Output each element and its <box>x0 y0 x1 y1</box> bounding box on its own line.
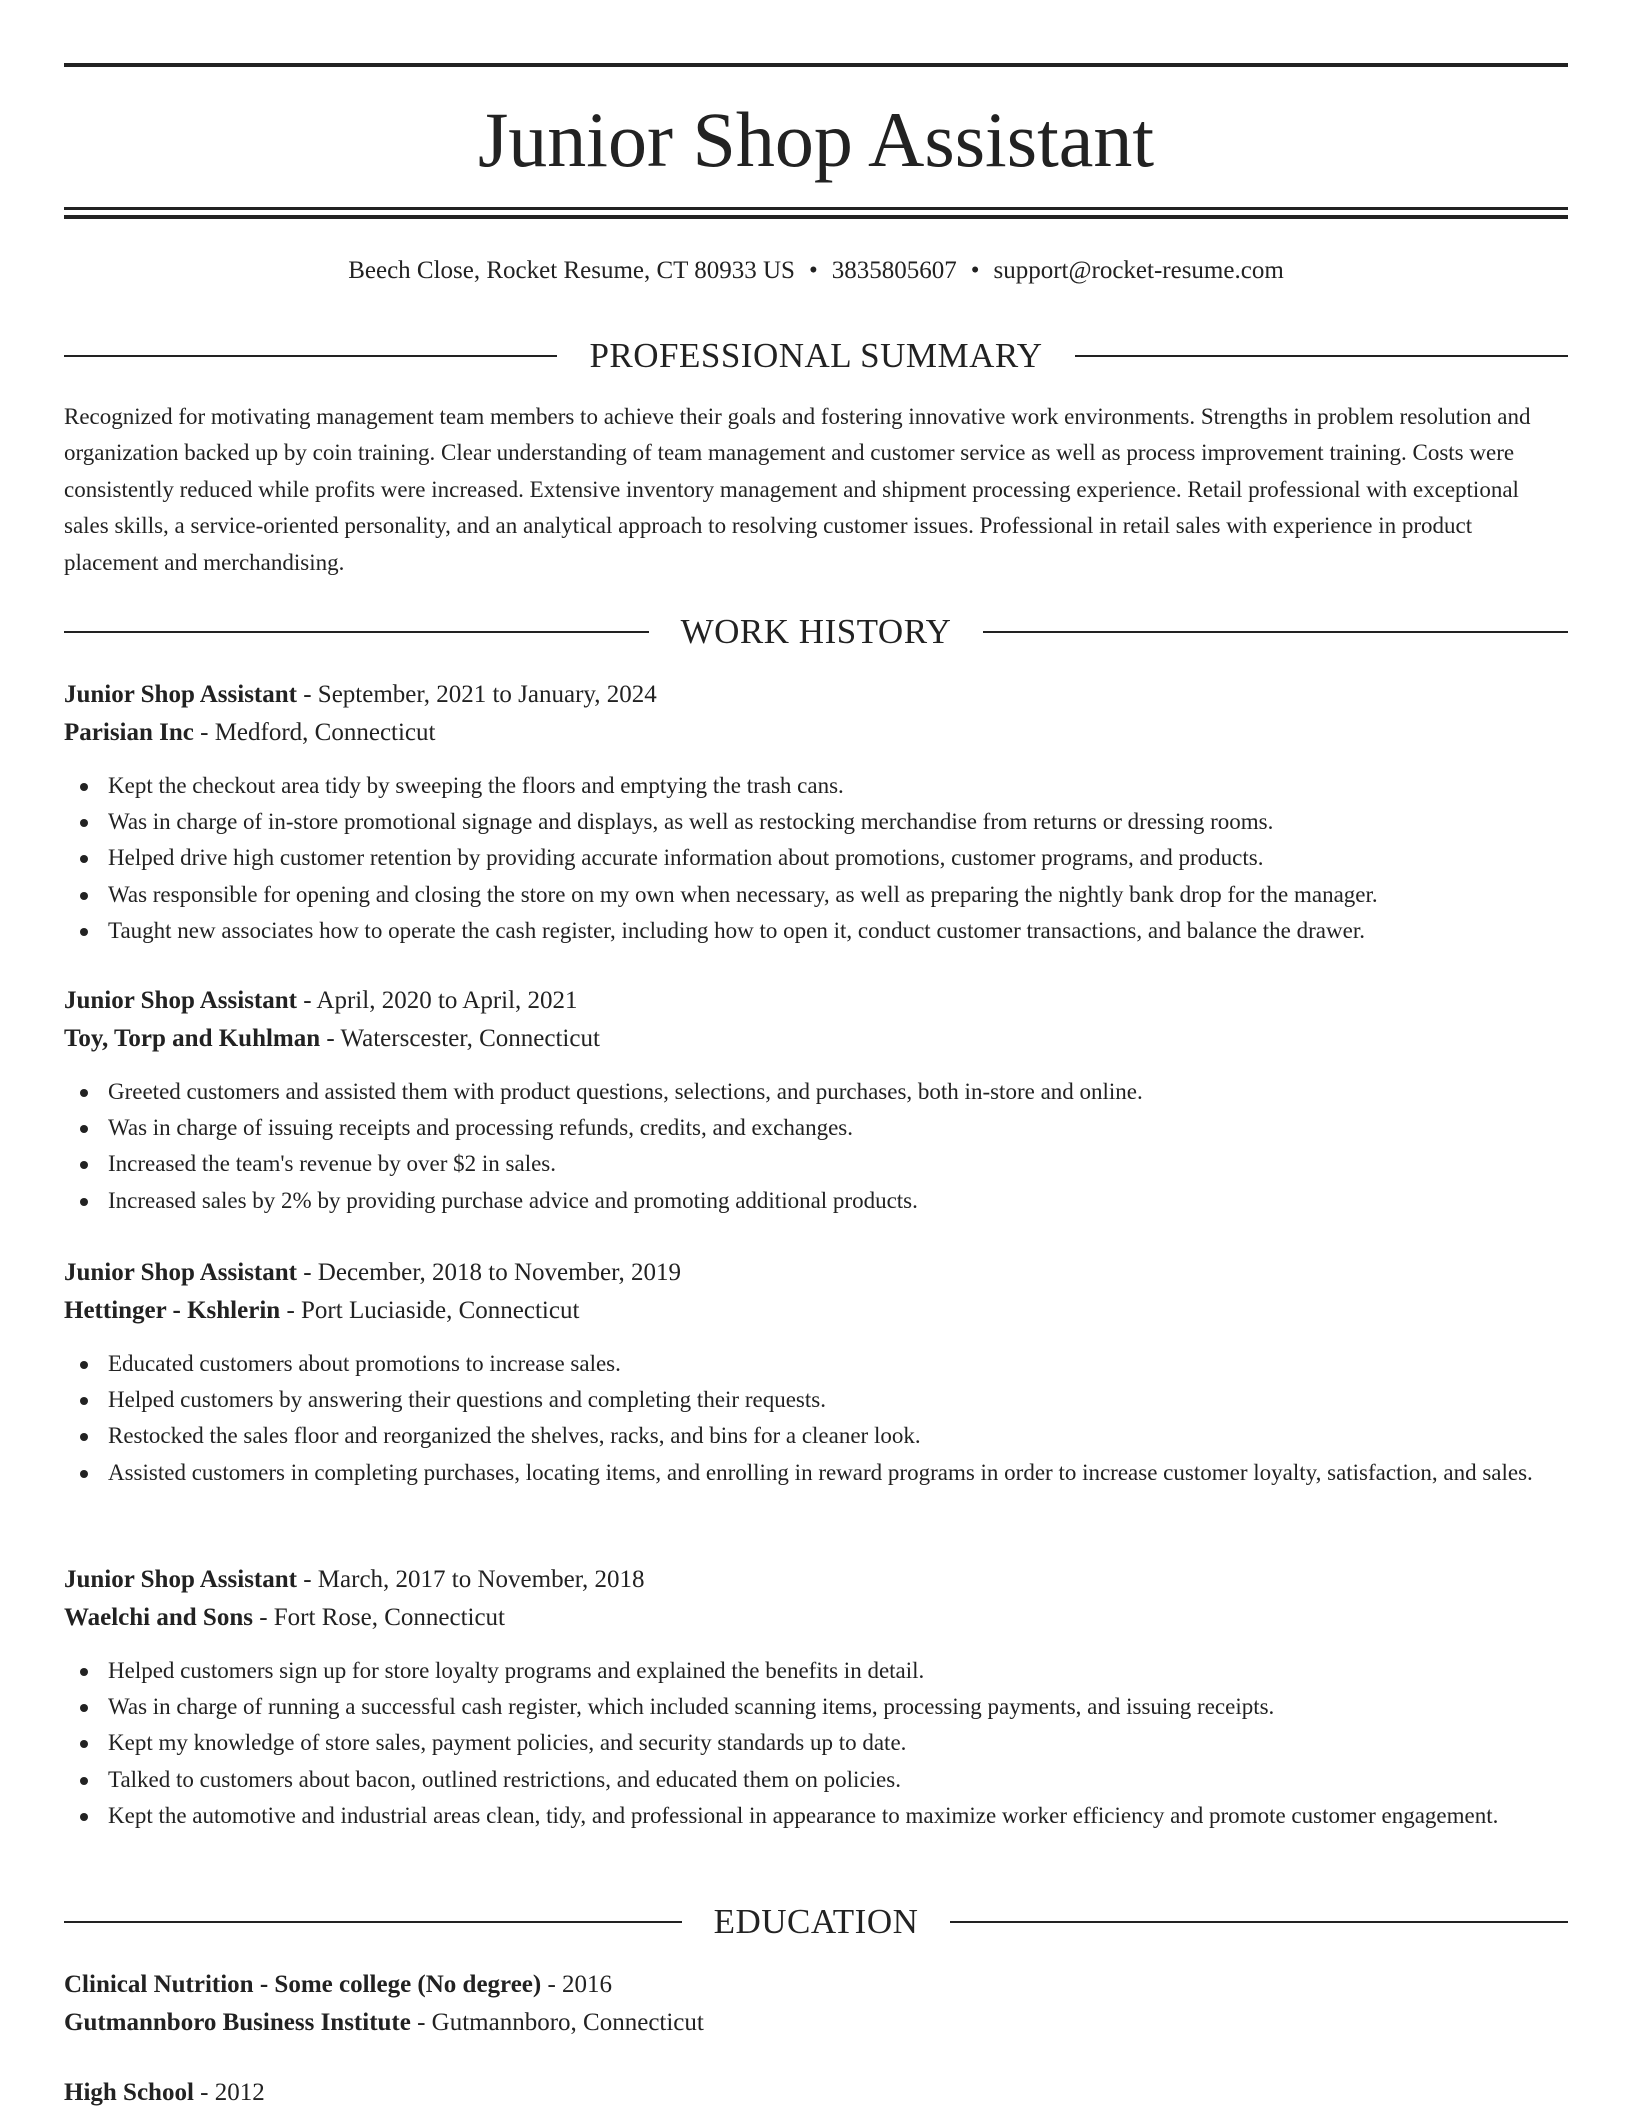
job-location: - Port Luciaside, Connecticut <box>280 1297 580 1324</box>
job-title-line <box>64 1561 1568 1599</box>
education-location: - Gutmannboro, Connecticut <box>410 2009 704 2036</box>
education-entry <box>64 1966 1568 2042</box>
education-school: Gutmannboro Business Institute <box>64 2009 411 2036</box>
job-bullets <box>64 768 1568 949</box>
contact-email: support@rocket-resume.com <box>993 257 1284 284</box>
job-dates: - April, 2020 to April, 2021 <box>296 987 578 1014</box>
section-rule-left <box>64 631 649 633</box>
job-bullet: Restocked the sales floor and reorganized the shelves, racks, and bins for a cleaner look. <box>108 1418 1568 1454</box>
job-company-line <box>64 1292 1568 1330</box>
section-rule-left <box>64 1921 682 1923</box>
job-bullet: Helped customers by answering their questions and completing their requests. <box>108 1382 1568 1418</box>
contact-address: Beech Close, Rocket Resume, CT 80933 US <box>348 257 795 284</box>
contact-phone: 3835805607 <box>831 257 957 284</box>
job-company-line <box>64 714 1568 752</box>
job-dates: - March, 2017 to November, 2018 <box>296 1566 645 1593</box>
job-bullet: Was in charge of issuing receipts and processing refunds, credits, and exchanges. <box>108 1110 1568 1146</box>
job-title: Junior Shop Assistant <box>64 987 297 1014</box>
job-bullets <box>64 1653 1568 1834</box>
job-location: - Medford, Connecticut <box>193 719 436 746</box>
contact-separator: • <box>970 257 980 284</box>
job-title-line <box>64 676 1568 714</box>
job-company: Hettinger - Kshlerin <box>64 1297 281 1324</box>
education-degree: High School <box>64 2079 194 2106</box>
summary-text: Recognized for motivating management team members to achieve their goals and fostering innovative work environments. Strengths in problem resolution and organization backed up by coin training. Clear understanding of team management and customer service as well as process improvement training. Costs were consistently reduced while profits were increased. Extensive inventory management and shipment processing experience. Retail professional with exceptional sales skills, a service-oriented personality, and an analytical approach to resolving customer issues. Professional in retail sales with experience in product placement and merchandising. <box>64 404 1531 575</box>
title-underline-thick <box>64 215 1568 219</box>
job-bullet: Helped drive high customer retention by providing accurate information about promotions, customer programs, and products. <box>108 840 1568 876</box>
job-entry <box>64 676 1568 949</box>
education-year: - 2016 <box>541 1971 613 1998</box>
section-rule-right <box>1075 355 1568 357</box>
top-rule <box>64 63 1568 67</box>
job-bullet: Was in charge of running a successful cash register, which included scanning items, processing payments, and issuing receipts. <box>108 1689 1568 1725</box>
education-degree-line <box>64 1966 1568 2004</box>
summary-heading: PROFESSIONAL SUMMARY <box>589 336 1043 375</box>
job-title-line <box>64 1254 1568 1292</box>
section-rule-right <box>983 631 1568 633</box>
job-entry <box>64 1254 1568 1491</box>
section-rule-right <box>950 1921 1568 1923</box>
job-title: Junior Shop Assistant <box>64 1259 297 1286</box>
education-entry <box>64 2074 1568 2112</box>
job-company-line <box>64 1020 1568 1058</box>
education-heading: EDUCATION <box>713 1902 919 1941</box>
job-entry <box>64 1561 1568 1834</box>
resume-title: Junior Shop Assistant <box>477 96 1155 183</box>
job-bullet: Kept the checkout area tidy by sweeping the floors and emptying the trash cans. <box>108 768 1568 804</box>
job-company: Parisian Inc <box>64 719 194 746</box>
job-bullet: Taught new associates how to operate the cash register, including how to open it, conduct customer transactions, and balance the drawer. <box>108 913 1568 949</box>
job-location: - Waterscester, Connecticut <box>320 1025 600 1052</box>
job-bullet: Was in charge of in-store promotional signage and displays, as well as restocking merchandise from returns or dressing rooms. <box>108 804 1568 840</box>
job-bullet: Kept the automotive and industrial areas clean, tidy, and professional in appearance to maximize worker efficiency and promote customer engagement. <box>108 1798 1568 1834</box>
education-degree: Clinical Nutrition - Some college (No degree) <box>64 1971 542 1998</box>
contact-separator: • <box>808 257 818 284</box>
job-bullet: Educated customers about promotions to increase sales. <box>108 1346 1568 1382</box>
job-bullet: Kept my knowledge of store sales, payment policies, and security standards up to date. <box>108 1725 1568 1761</box>
education-school-line <box>64 2004 1568 2042</box>
job-company-line <box>64 1599 1568 1637</box>
education-section-header <box>64 1900 1568 1944</box>
job-bullet: Was responsible for opening and closing the store on my own when necessary, as well as preparing the nightly bank drop for the manager. <box>108 877 1568 913</box>
job-bullet: Greeted customers and assisted them with product questions, selections, and purchases, both in-store and online. <box>108 1074 1568 1110</box>
job-bullet: Assisted customers in completing purchases, locating items, and enrolling in reward programs in order to increase customer loyalty, satisfaction, and sales. <box>108 1455 1568 1491</box>
job-dates: - December, 2018 to November, 2019 <box>296 1259 681 1286</box>
job-title: Junior Shop Assistant <box>64 681 297 708</box>
job-bullet: Helped customers sign up for store loyalty programs and explained the benefits in detail. <box>108 1653 1568 1689</box>
education-year: - 2012 <box>193 2079 265 2106</box>
work-history-heading: WORK HISTORY <box>680 612 952 651</box>
job-title-line <box>64 982 1568 1020</box>
contact-line <box>64 254 1568 288</box>
job-bullets <box>64 1074 1568 1219</box>
section-rule-left <box>64 355 557 357</box>
job-location: - Fort Rose, Connecticut <box>252 1604 506 1631</box>
job-title: Junior Shop Assistant <box>64 1566 297 1593</box>
job-bullet: Talked to customers about bacon, outlined restrictions, and educated them on policies. <box>108 1762 1568 1798</box>
job-bullet: Increased sales by 2% by providing purchase advice and promoting additional products. <box>108 1183 1568 1219</box>
job-company: Waelchi and Sons <box>64 1604 253 1631</box>
summary-section-header <box>64 334 1568 378</box>
education-degree-line <box>64 2074 1568 2112</box>
work-history-section-header <box>64 610 1568 654</box>
job-bullet: Increased the team's revenue by over $2 in sales. <box>108 1146 1568 1182</box>
job-company: Toy, Torp and Kuhlman <box>64 1025 321 1052</box>
title-underline-thin <box>64 207 1568 210</box>
job-bullets <box>64 1346 1568 1491</box>
job-dates: - September, 2021 to January, 2024 <box>296 681 657 708</box>
job-entry <box>64 982 1568 1219</box>
